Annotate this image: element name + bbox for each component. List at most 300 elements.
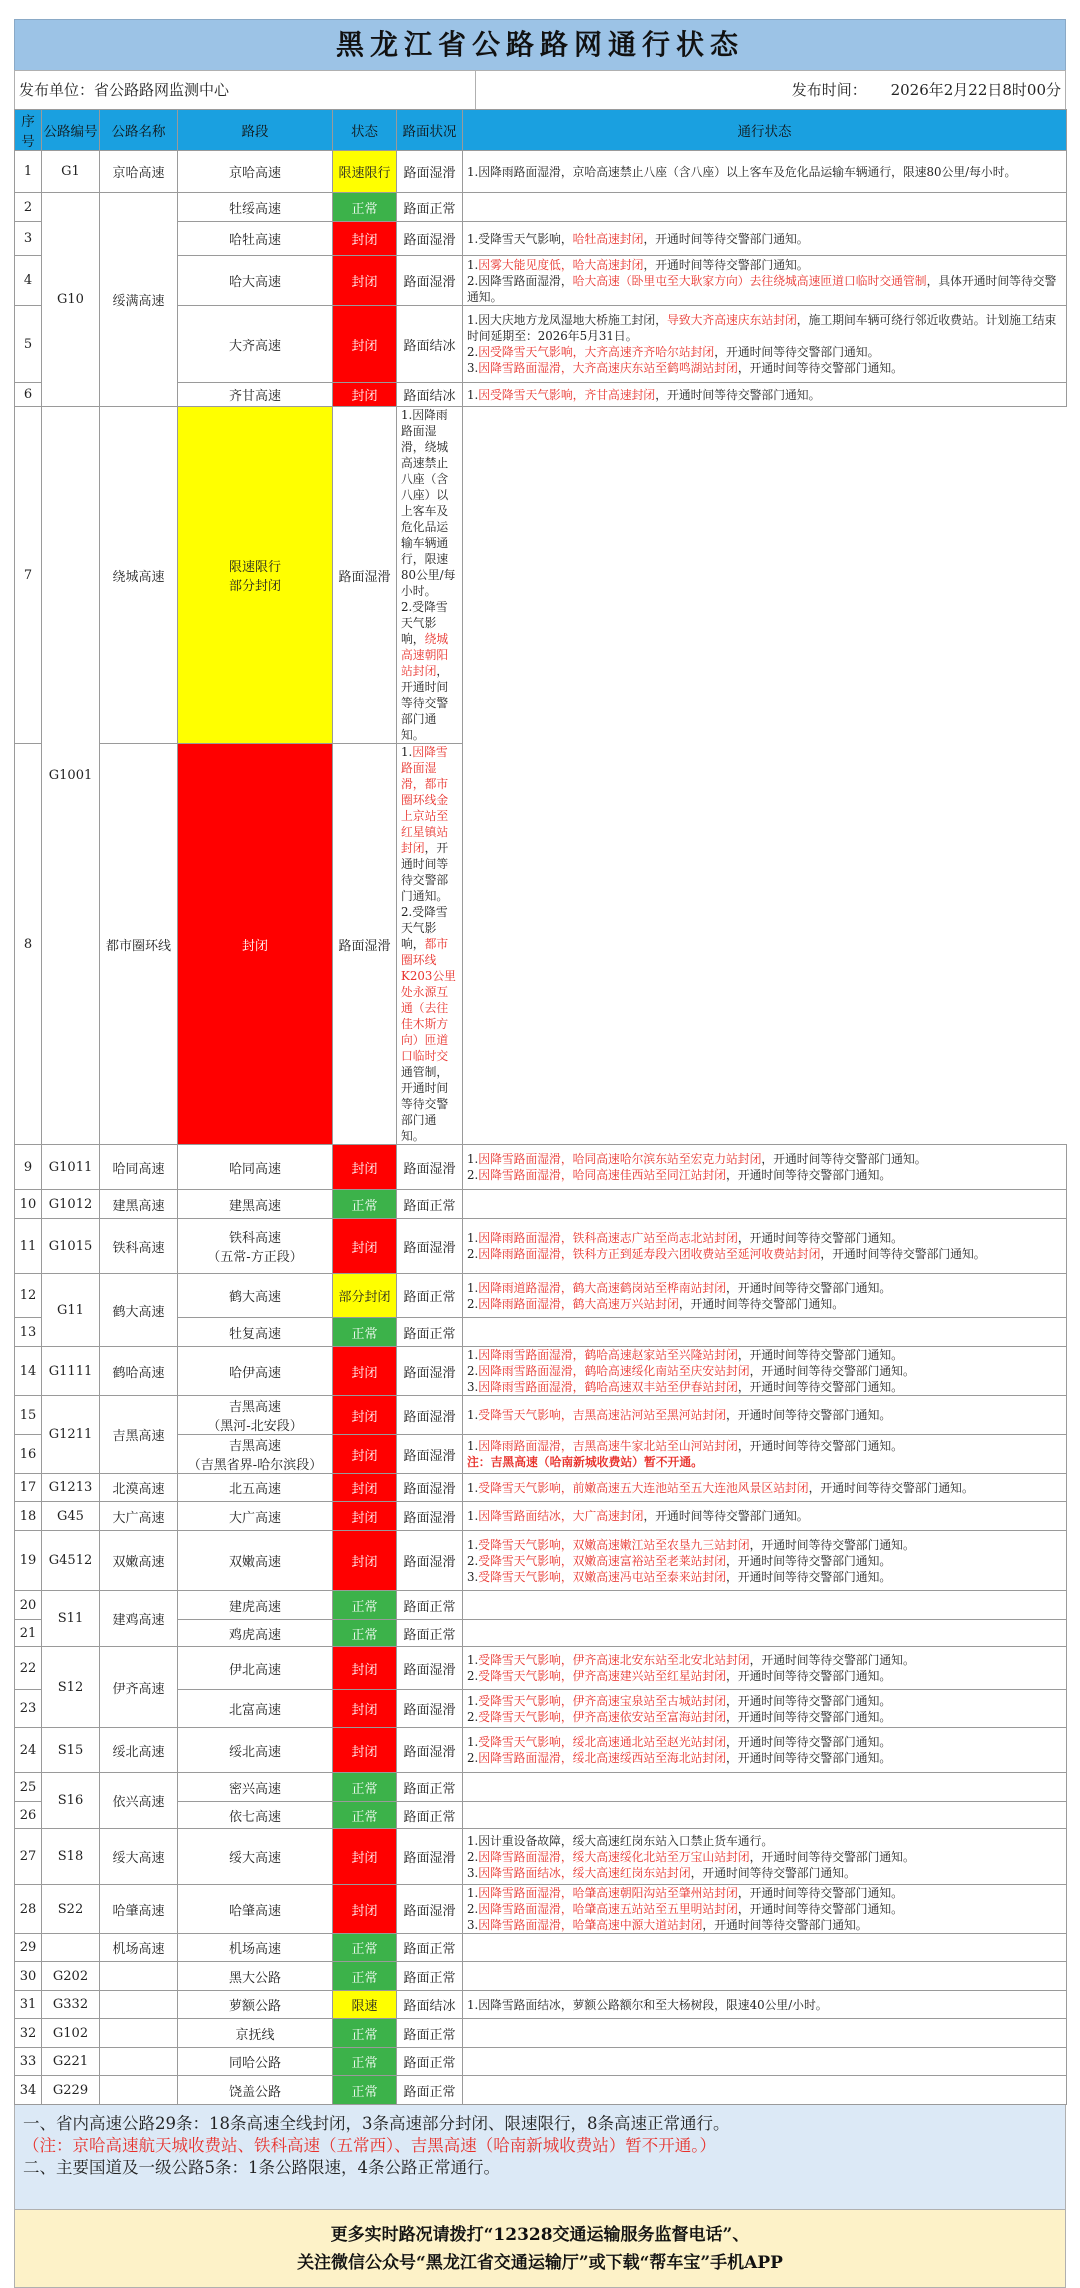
detail-text: ，开通时间等待交警部门通知。 [702, 1918, 868, 1932]
detail-line [467, 1652, 1063, 1668]
segment-text: 京抚线 [235, 2027, 275, 2043]
note-text: 注：吉黑高速（哈南新城收费站）暂不开通。 [467, 1455, 703, 1469]
table-row [15, 2019, 1067, 2048]
road-segment [178, 1773, 333, 1802]
table-row [15, 1591, 1067, 1620]
highlight-text: 因降雪路面湿滑，大齐高速庆东站至鹤鸣湖站封闭 [478, 361, 738, 375]
row-number: 4 [15, 256, 42, 306]
road-name [100, 1728, 178, 1773]
road-segment [178, 1934, 333, 1962]
road-segment [178, 1531, 333, 1591]
road-segment [178, 1274, 333, 1318]
status-text: 封闭 [351, 1482, 378, 1497]
detail-text: 2. [467, 1751, 479, 1765]
highlight-text: 因降雨路面湿滑，铁科方正到延寿段六团收费站至延河收费站封闭 [478, 1247, 821, 1261]
detail-line [467, 1246, 1063, 1262]
segment-text: 大广高速 [228, 1510, 281, 1526]
traffic-detail [463, 1647, 1067, 1690]
table-row [15, 1962, 1067, 1991]
road-name-text: 哈肇高速 [112, 1903, 165, 1919]
road-condition: 路面正常 [397, 1318, 463, 1347]
detail-text: ，开通时间等待交警部门通知。 [726, 1553, 892, 1568]
traffic-detail [463, 1318, 1067, 1347]
table-row [15, 1773, 1067, 1802]
highlight-text: 都市圈环线K203公里处永源互通（去往佳木斯方向）匝道口临时交 [401, 937, 456, 1063]
traffic-detail [463, 1773, 1067, 1802]
row-number: 30 [15, 1962, 42, 1991]
segment-sub: （五常-方正段） [207, 1250, 303, 1265]
row-number: 12 [15, 1274, 42, 1318]
detail-text: ，具体开通时间等待交警通知。 [467, 273, 1057, 304]
status-badge [333, 1620, 397, 1647]
header-no: 序号 [15, 110, 42, 151]
detail-text: 1. [467, 1280, 479, 1295]
segment-text: 萝额公路 [228, 1999, 281, 2014]
segment-text: 大齐高速 [228, 338, 281, 354]
detail-line [467, 1917, 1063, 1933]
detail-line [467, 1230, 1063, 1246]
segment-text: 京哈高速 [228, 166, 281, 181]
road-name-text: 吉黑高速 [112, 1429, 165, 1444]
detail-text: ，开通时间等待交警部门通知。 [749, 1849, 915, 1864]
table-row [15, 1647, 1067, 1690]
road-segment [178, 1962, 333, 1991]
road-name-text: 建黑高速 [112, 1198, 165, 1214]
detail-text: 2. [467, 345, 479, 359]
report-sheet [14, 19, 1066, 2288]
status-text: 正常 [351, 1627, 378, 1643]
road-condition: 路面湿滑 [397, 151, 463, 193]
road-segment [178, 1829, 333, 1885]
detail-text: 2.因降雪路面湿滑， [467, 273, 573, 288]
detail-text: 1. [467, 1886, 479, 1900]
road-code: S15 [42, 1728, 100, 1773]
row-number: 3 [15, 222, 42, 256]
detail-text: 3. [467, 361, 479, 375]
detail-line [467, 1553, 1063, 1569]
detail-text: 1. [467, 257, 479, 272]
table-row [15, 1347, 1067, 1396]
status-badge [178, 407, 333, 744]
detail-line [467, 1901, 1063, 1917]
status-text: 部分封闭 [338, 1290, 391, 1305]
road-code: G1011 [42, 1145, 100, 1190]
segment-text: 伊北高速 [228, 1662, 281, 1678]
traffic-detail [463, 2019, 1067, 2048]
status-badge [333, 1885, 397, 1934]
status-badge [333, 306, 397, 383]
detail-text: ，开通时间等待交警部门通知。 [737, 1439, 903, 1453]
segment-text: 哈牡高速 [228, 233, 281, 248]
table-row [15, 1190, 1067, 1219]
segment-text: 密兴高速 [228, 1781, 281, 1797]
road-name [100, 1591, 178, 1647]
row-number: 26 [15, 1802, 42, 1829]
status-badge [333, 383, 397, 407]
row-number: 15 [15, 1396, 42, 1435]
road-condition: 路面湿滑 [397, 1347, 463, 1396]
detail-line [467, 231, 1063, 247]
table-row [15, 2076, 1067, 2105]
highlight-text: 受降雪天气影响，前嫩高速五大连池站至五大连池风景区站封闭 [478, 1480, 809, 1495]
detail-text: 1.因降雪路面结冰，萝额公路额尔和至大杨树段，限速40公里/小时。 [467, 1997, 828, 2012]
detail-text: 1. [467, 1537, 479, 1552]
road-name [100, 2076, 178, 2105]
summary-line-2: 二、主要国道及一级公路5条：1条公路限速，4条公路正常通行。 [23, 2158, 500, 2177]
traffic-detail [463, 1190, 1067, 1219]
highlight-text: 因降雨雪路面湿滑，鹤哈高速赵家站至兴隆站封闭 [478, 1348, 738, 1362]
road-segment [178, 1396, 333, 1435]
road-name [100, 1885, 178, 1934]
road-segment [178, 1502, 333, 1531]
detail-line [467, 1709, 1063, 1725]
detail-text: 1.因计重设备故障，绥大高速红岗东站入口禁止货车通行。 [467, 1833, 774, 1848]
status-text: 封闭 [241, 938, 268, 954]
detail-text: ，开通时间等待交警部门通知。 [737, 1902, 903, 1916]
traffic-detail [463, 193, 1067, 222]
road-condition: 路面正常 [397, 2048, 463, 2076]
road-condition: 路面正常 [397, 1591, 463, 1620]
detail-line [467, 1865, 1063, 1881]
status-text: 正常 [351, 1970, 378, 1986]
road-code: G45 [42, 1502, 100, 1531]
highlight-text: 因降雨路面湿滑，吉黑高速牛家北站至山河站封闭 [478, 1439, 738, 1453]
status-badge [333, 1728, 397, 1773]
row-number: 32 [15, 2019, 42, 2048]
detail-line [467, 1379, 1063, 1395]
detail-line [467, 312, 1063, 344]
table-row [15, 2048, 1067, 2076]
status-badge [333, 151, 397, 193]
highlight-text: 因降雨雪路面湿滑，鹤哈高速双丰站至伊春站封闭 [478, 1380, 738, 1394]
traffic-detail [463, 1934, 1067, 1962]
highlight-text: 因降雪路面湿滑，哈同高速佳西站至同江站封闭 [478, 1168, 727, 1182]
detail-text: ，开通时间等待交警部门通知。 [749, 1537, 915, 1552]
road-code: G1211 [42, 1396, 100, 1474]
road-name-text: 鹤哈高速 [112, 1365, 165, 1381]
footer-line-1: 更多实时路况请拨打“12328交通运输服务监督电话”、 [330, 2225, 750, 2245]
road-segment [178, 2019, 333, 2048]
status-badge [178, 744, 333, 1145]
detail-text: ，开通时间等待交警部门通知。 [749, 1364, 915, 1378]
road-name [100, 1502, 178, 1531]
detail-text: ，开通时间等待交警部门通知。 [714, 345, 880, 359]
road-segment [178, 1728, 333, 1773]
detail-text: ，开通时间等待交警部门通知。 [726, 1735, 892, 1749]
road-code: G11 [42, 1274, 100, 1347]
highlight-text: 受降雪天气影响，双嫩高速富裕站至老莱站封闭 [478, 1553, 727, 1568]
table-row [15, 1728, 1067, 1773]
detail-text: ，开通时间等待交警部门通知。 [643, 1509, 809, 1523]
detail-line [467, 1668, 1063, 1684]
highlight-text: 因降雨道路湿滑，鹤大高速鹤岗站至桦南站封闭 [478, 1280, 727, 1295]
road-code: S11 [42, 1591, 100, 1647]
detail-line [467, 1347, 1063, 1363]
detail-text: ，开通时间等待交警部门通知。 [808, 1480, 974, 1495]
status-text: 封闭 [351, 275, 378, 290]
status-text: 限速 [351, 1999, 378, 2014]
detail-text: ，开通时间等待交警部门通知。 [726, 1669, 892, 1683]
detail-text: ，开通时间等待交警部门通知。 [726, 1693, 892, 1708]
status-badge [333, 1274, 397, 1318]
road-code: G221 [42, 2048, 100, 2076]
segment-text: 北富高速 [228, 1703, 281, 1718]
highlight-text: 受降雪天气影响，伊齐高速依安站至富海站封闭 [478, 1709, 727, 1724]
row-number: 23 [15, 1690, 42, 1728]
row-number: 14 [15, 1347, 42, 1396]
road-segment [178, 1991, 333, 2019]
road-condition: 路面正常 [397, 1190, 463, 1219]
road-segment [178, 1690, 333, 1728]
highlight-text: 哈牡高速封闭 [572, 231, 644, 246]
road-condition: 路面正常 [397, 1802, 463, 1829]
traffic-detail [463, 2076, 1067, 2105]
road-name [100, 1773, 178, 1829]
traffic-detail [463, 1531, 1067, 1591]
road-segment [178, 1591, 333, 1620]
header-status: 状态 [333, 110, 397, 151]
table-row [15, 407, 1067, 744]
status-text: 限速限行 [338, 166, 391, 181]
highlight-text: 因雾大能见度低，哈大高速封闭 [478, 257, 644, 272]
highlight-text: 受降雪天气影响，伊齐高速北安东站至北安北站封闭 [478, 1653, 750, 1667]
road-code: G4512 [42, 1531, 100, 1591]
detail-line [467, 1296, 1063, 1312]
road-segment [178, 1318, 333, 1347]
road-condition: 路面正常 [397, 1934, 463, 1962]
road-segment [178, 383, 333, 407]
status-badge [333, 1934, 397, 1962]
status-text: 正常 [351, 1942, 378, 1957]
row-number: 33 [15, 2048, 42, 2076]
detail-text: ，开通时间等待交警部门通知。 [737, 361, 903, 375]
footer-line-2: 关注微信公众号“黑龙江省交通运输厅”或下载“帮车宝”手机APP [297, 2253, 783, 2273]
row-number: 31 [15, 1991, 42, 2019]
detail-text: ，开通时间等待交警部门通知。 [726, 1751, 892, 1765]
road-code: G1012 [42, 1190, 100, 1219]
road-name-text: 鹤大高速 [112, 1304, 165, 1320]
detail-text: ，开通时间等待交警部门通知。 [401, 841, 449, 903]
detail-text: 1. [467, 1408, 479, 1422]
road-code [42, 1934, 100, 1962]
row-number: 22 [15, 1647, 42, 1690]
road-code: S22 [42, 1885, 100, 1934]
detail-text: 2. [467, 1364, 479, 1378]
road-name [100, 1474, 178, 1502]
highlight-text: 因降雪路面湿滑，绥大高速绥化北站至万宝山站封闭 [478, 1849, 750, 1864]
traffic-detail [463, 1591, 1067, 1620]
road-name-text: 铁科高速 [112, 1240, 165, 1256]
table-row [15, 744, 1067, 1145]
status-text: 封闭 [351, 338, 378, 354]
status-badge [333, 1647, 397, 1690]
segment-text: 铁科高速 [228, 1231, 281, 1246]
segment-text: 鸡虎高速 [228, 1627, 281, 1643]
road-name-text: 哈同高速 [112, 1161, 165, 1177]
row-number: 20 [15, 1591, 42, 1620]
detail-line [467, 1480, 1063, 1496]
highlight-text: 受降雪天气影响，双嫩高速冯屯站至泰来站封闭 [478, 1569, 727, 1584]
road-name-text: 依兴高速 [112, 1795, 165, 1810]
table-row [15, 1934, 1067, 1962]
footer-box [14, 2210, 1066, 2288]
summary-line-1: 一、省内高速公路29条：18条高速全线封闭，3条高速部分封闭、限速限行，8条高速正常通行。 [23, 2114, 730, 2133]
road-condition: 路面正常 [397, 1773, 463, 1802]
road-segment [178, 1435, 333, 1474]
header-name: 公路名称 [100, 110, 178, 151]
segment-text: 鹤大高速 [228, 1290, 281, 1305]
row-number: 13 [15, 1318, 42, 1347]
traffic-detail [463, 1728, 1067, 1773]
road-name-text: 大广高速 [112, 1510, 165, 1526]
road-code: G1001 [42, 407, 100, 1145]
detail-line [467, 1885, 1063, 1901]
status-text: 封闭 [351, 1744, 378, 1760]
status-text: 正常 [351, 1809, 378, 1825]
traffic-detail [463, 383, 1067, 407]
table-row [15, 1531, 1067, 1591]
detail-text: ，开通时间等待交警部门通知。 [643, 231, 809, 246]
road-name [100, 1962, 178, 1991]
highlight-text: 因降雪路面结冰，大广高速封闭 [478, 1509, 644, 1523]
road-condition: 路面湿滑 [397, 256, 463, 306]
status-text: 正常 [351, 1326, 378, 1342]
detail-line [467, 1407, 1063, 1423]
segment-text: 机场高速 [228, 1942, 281, 1957]
detail-text: 1. [467, 1348, 479, 1362]
table-row [15, 1219, 1067, 1274]
detail-line [467, 1750, 1063, 1766]
detail-text: ，开通时间等待交警部门通知。 [737, 1348, 903, 1362]
road-condition: 路面湿滑 [397, 1885, 463, 1934]
status-text: 封闭 [351, 1555, 378, 1570]
status-badge [333, 222, 397, 256]
road-segment [100, 744, 178, 1145]
road-segment [178, 1190, 333, 1219]
road-condition: 路面正常 [397, 2019, 463, 2048]
status-text: 封闭 [351, 233, 378, 248]
status-badge [333, 2048, 397, 2076]
status-text-2: 部分封闭 [228, 579, 281, 594]
road-condition: 路面正常 [397, 1274, 463, 1318]
detail-text: ，开通时间等待交警部门通知。 [726, 1168, 892, 1182]
row-number: 1 [15, 151, 42, 193]
road-name [100, 193, 178, 407]
detail-text: 1. [467, 1439, 479, 1453]
road-segment [178, 1474, 333, 1502]
road-code: S16 [42, 1773, 100, 1829]
road-code: G1015 [42, 1219, 100, 1274]
road-name [100, 1829, 178, 1885]
detail-text: ，开通时间等待交警部门通知。 [737, 1380, 903, 1394]
detail-text: 3. [467, 1865, 479, 1880]
segment-text: 双嫩高速 [228, 1555, 281, 1570]
road-condition: 路面正常 [397, 1620, 463, 1647]
road-name [100, 1991, 178, 2019]
detail-text: 2. [467, 1553, 479, 1568]
road-segment [178, 306, 333, 383]
road-segment [100, 407, 178, 744]
highlight-text: 受降雪天气影响，伊齐高速宝泉站至古城站封闭 [478, 1693, 727, 1708]
publish-time-label: 发布时间： [791, 81, 867, 99]
segment-text: 绥北高速 [228, 1744, 281, 1760]
traffic-detail [397, 744, 463, 1145]
highlight-text: 因受降雪天气影响，大齐高速齐齐哈尔站封闭 [478, 345, 715, 359]
status-text: 正常 [351, 1198, 378, 1214]
road-condition: 路面正常 [397, 1962, 463, 1991]
row-number: 25 [15, 1773, 42, 1802]
detail-line [467, 273, 1063, 305]
road-segment [178, 1647, 333, 1690]
detail-line [467, 1280, 1063, 1296]
status-text: 封闭 [351, 1240, 378, 1256]
highlight-text: 受降雪天气影响，吉黑高速沾河站至黑河站封闭 [478, 1408, 727, 1422]
road-name [100, 1145, 178, 1190]
status-text: 正常 [351, 2027, 378, 2043]
status-text: 正常 [351, 1599, 378, 1615]
row-number: 5 [15, 306, 42, 383]
road-code: G1111 [42, 1347, 100, 1396]
traffic-detail [463, 1620, 1067, 1647]
status-text: 封闭 [351, 1903, 378, 1919]
status-badge [333, 1474, 397, 1502]
detail-text: ，开通时间等待交警部门通知。 [726, 1569, 892, 1584]
detail-line [467, 257, 1063, 273]
detail-text: 1. [467, 1480, 479, 1495]
road-condition: 路面正常 [397, 193, 463, 222]
detail-text: 1. [467, 387, 479, 402]
status-text: 限速限行 [228, 560, 281, 575]
segment-text: 北五高速 [228, 1482, 281, 1497]
detail-line [401, 599, 459, 743]
road-name-text: 北漠高速 [112, 1482, 165, 1497]
traffic-detail [463, 2048, 1067, 2076]
road-code: G202 [42, 1962, 100, 1991]
traffic-detail [463, 1474, 1067, 1502]
highlight-text: 因降雪路面湿滑，哈肇高速五站站至五里明站封闭 [478, 1902, 738, 1916]
detail-text: ，开通时间等待交警部门通知。 [401, 664, 449, 742]
status-text: 封闭 [351, 1851, 378, 1866]
road-condition: 路面湿滑 [397, 1145, 463, 1190]
highlight-text: 受降雪天气影响，伊齐高速建兴站至红星站封闭 [478, 1669, 727, 1683]
highlight-text: 因降雪路面湿滑，哈肇高速中源大道站封闭 [478, 1918, 703, 1932]
table-row [15, 1396, 1067, 1435]
table-row [15, 1829, 1067, 1885]
detail-line [467, 1569, 1063, 1585]
road-code: G10 [42, 193, 100, 407]
detail-text: ，开通时间等待交警部门通知。 [820, 1247, 986, 1261]
publish-divider [475, 71, 476, 109]
row-number: 11 [15, 1219, 42, 1274]
status-badge [333, 1690, 397, 1728]
highlight-text: 导致大齐高速庆东站封闭 [667, 313, 797, 327]
detail-text: ，施工期间车辆可绕行邻近收费站。计划施工结束时间延期至：2026年5月31日。 [467, 313, 1057, 343]
highlight-text: 因降雨路面湿滑，铁科高速志广站至尚志北站封闭 [478, 1231, 738, 1245]
row-number: 18 [15, 1502, 42, 1531]
traffic-detail [463, 1885, 1067, 1934]
highlight-text: 受降雪天气影响，双嫩高速嫩江站至农垦九三站封闭 [478, 1537, 750, 1552]
detail-text: ，开通时间等待交警部门通知。 [678, 1296, 844, 1311]
road-condition: 路面湿滑 [397, 1502, 463, 1531]
row-number: 21 [15, 1620, 42, 1647]
row-number: 34 [15, 2076, 42, 2105]
table-row [15, 1885, 1067, 1934]
road-segment [178, 1347, 333, 1396]
detail-text: 3. [467, 1918, 479, 1932]
detail-text: 1. [467, 1152, 479, 1166]
status-badge [333, 1318, 397, 1347]
detail-line [467, 1734, 1063, 1750]
